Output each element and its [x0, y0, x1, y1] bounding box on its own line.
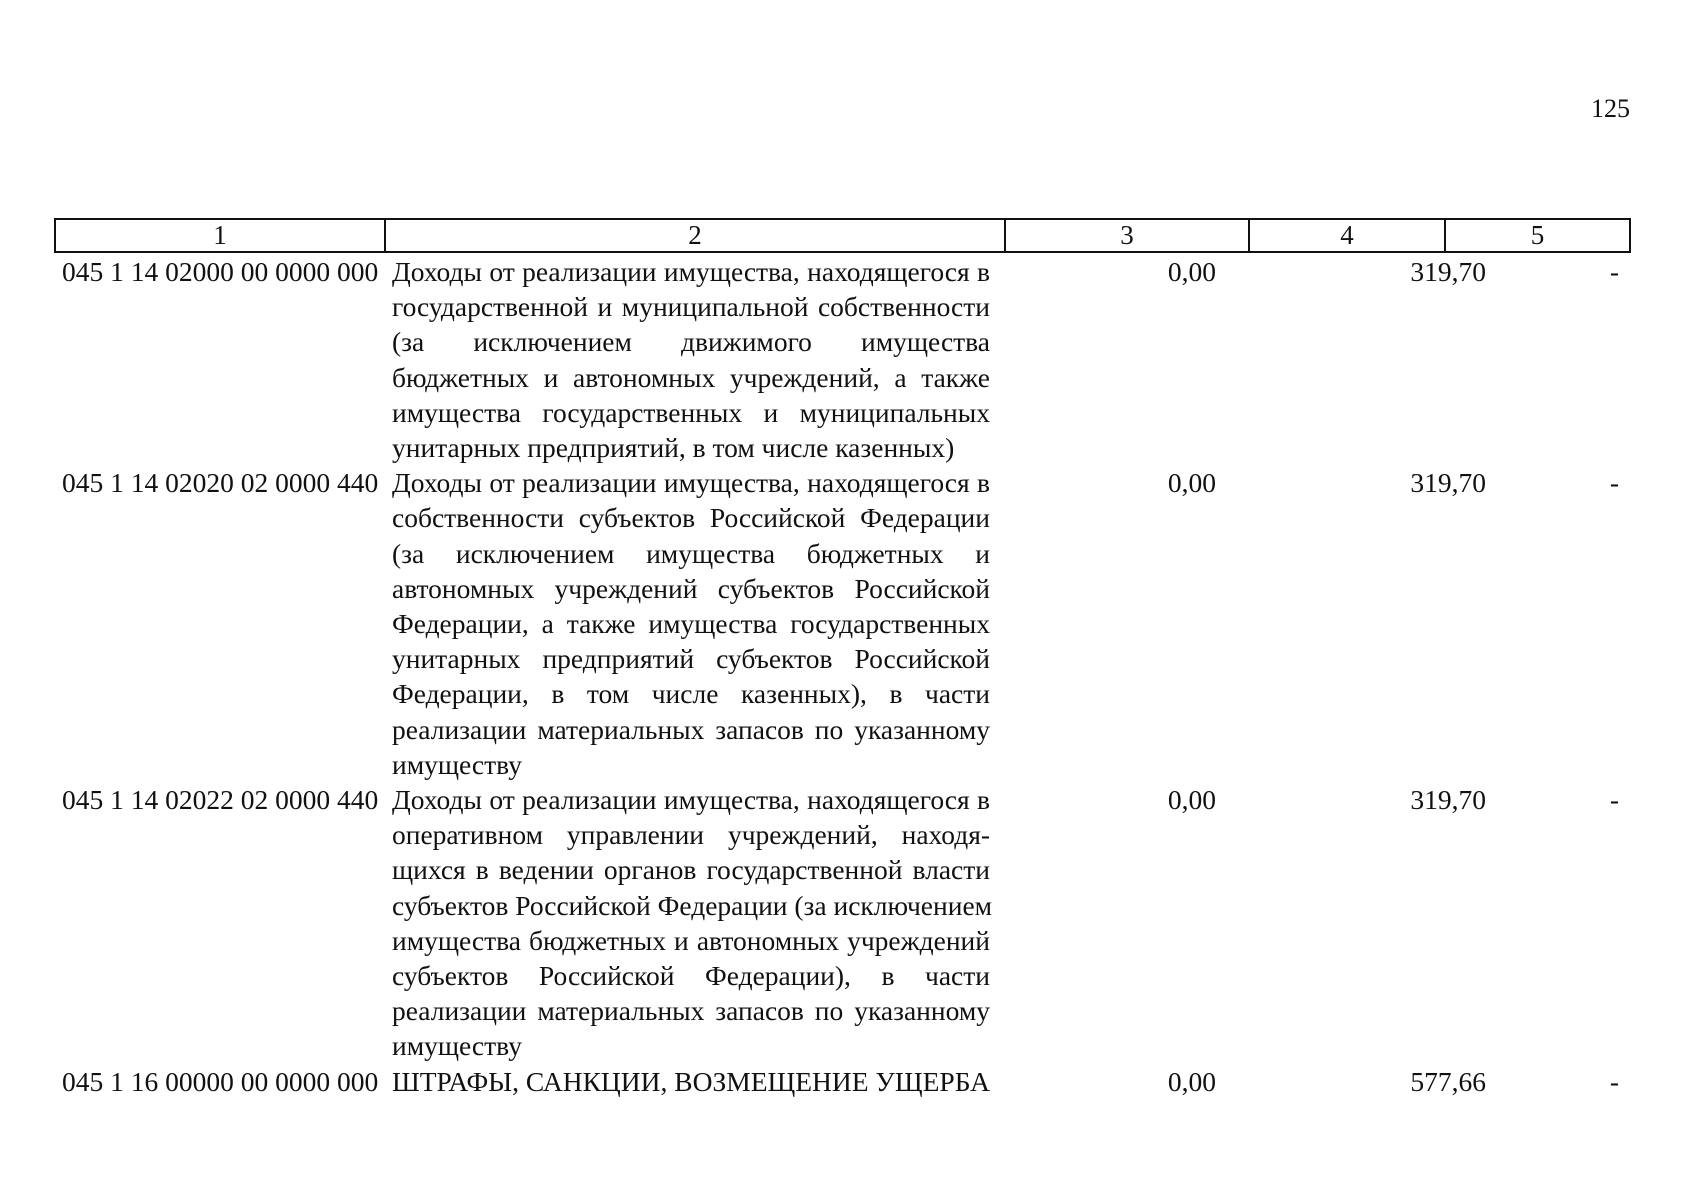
table-row: [54, 254, 1629, 465]
description-line: имущества государственных и муниципальных: [392, 396, 990, 428]
description-line: реализации материальных запасов по указанному: [392, 995, 990, 1027]
value-col5: -: [1609, 256, 1619, 287]
column-header-table: [54, 218, 1631, 253]
value-col5: -: [1609, 467, 1619, 499]
value-col3: 0,00: [1167, 784, 1216, 816]
description-line: унитарных предприятий субъектов Российской: [392, 643, 990, 675]
value-col5: -: [1609, 784, 1619, 816]
page-number: 125: [1591, 94, 1630, 123]
income-description: [384, 782, 1004, 1064]
description-line: государственной и муниципальной собственности: [392, 291, 990, 323]
description-line: Федерации, а также имущества государственных: [392, 608, 990, 640]
table-row: [54, 465, 1629, 782]
value-col3: 0,00: [1167, 256, 1216, 287]
description-line: щихся в ведении органов государственной власти: [392, 854, 990, 886]
description-line: субъектов Российской Федерации), в части: [392, 960, 990, 992]
column-header-2: 2: [385, 219, 1005, 252]
description-line: имущества бюджетных и автономных учреждений: [392, 924, 990, 956]
budget-code: 045 1 14 02000 00 0000 000: [62, 256, 379, 287]
column-header-3: 3: [1005, 219, 1249, 252]
value-col4: 319,70: [1410, 256, 1486, 287]
budget-code: 045 1 14 02022 02 0000 440: [62, 784, 379, 816]
budget-code: 045 1 14 02020 02 0000 440: [62, 467, 379, 499]
description-line: Доходы от реализации имущества, находящегося в: [392, 784, 990, 816]
value-col5: -: [1609, 1065, 1619, 1097]
table-body: [54, 254, 1629, 1099]
value-col4: 319,70: [1410, 467, 1486, 499]
income-description: [384, 465, 1004, 782]
budget-code: 045 1 16 00000 00 0000 000: [62, 1065, 379, 1097]
description-line: реализации материальных запасов по указанному: [392, 713, 990, 745]
table-row: [54, 782, 1629, 1064]
income-description: [384, 254, 1004, 465]
table-row: [54, 1064, 1629, 1099]
description-line: автономных учреждений субъектов Российской: [392, 572, 990, 604]
description-line: Доходы от реализации имущества, находящегося в: [392, 256, 990, 287]
description-line: имуществу: [392, 1030, 522, 1062]
description-line: собственности субъектов Российской Федерации: [392, 502, 990, 534]
description-line: (за исключением движимого имущества: [392, 326, 990, 358]
description-line: ШТРАФЫ, САНКЦИИ, ВОЗМЕЩЕНИЕ УЩЕРБА: [392, 1065, 991, 1097]
value-col4: 319,70: [1410, 784, 1486, 816]
value-col3: 0,00: [1167, 1065, 1216, 1097]
column-header-row: [55, 219, 1630, 252]
description-line: Федерации, в том числе казенных), в части: [392, 678, 990, 710]
value-col3: 0,00: [1167, 467, 1216, 499]
description-line: Доходы от реализации имущества, находящегося в: [392, 467, 990, 499]
description-line: унитарных предприятий, в том числе казенных): [392, 432, 955, 464]
description-line: (за исключением имущества бюджетных и: [392, 537, 990, 569]
description-line: оперативном управлении учреждений, находя-: [392, 819, 990, 851]
description-line: бюджетных и автономных учреждений, а также: [392, 361, 990, 393]
income-description: [384, 1064, 1004, 1099]
value-col4: 577,66: [1410, 1065, 1486, 1097]
description-line: имуществу: [392, 748, 522, 780]
column-header-4: 4: [1249, 219, 1445, 252]
column-header-5: 5: [1445, 219, 1630, 252]
description-line: субъектов Российской Федерации (за исключением: [392, 889, 993, 921]
column-header-1: 1: [55, 219, 385, 252]
